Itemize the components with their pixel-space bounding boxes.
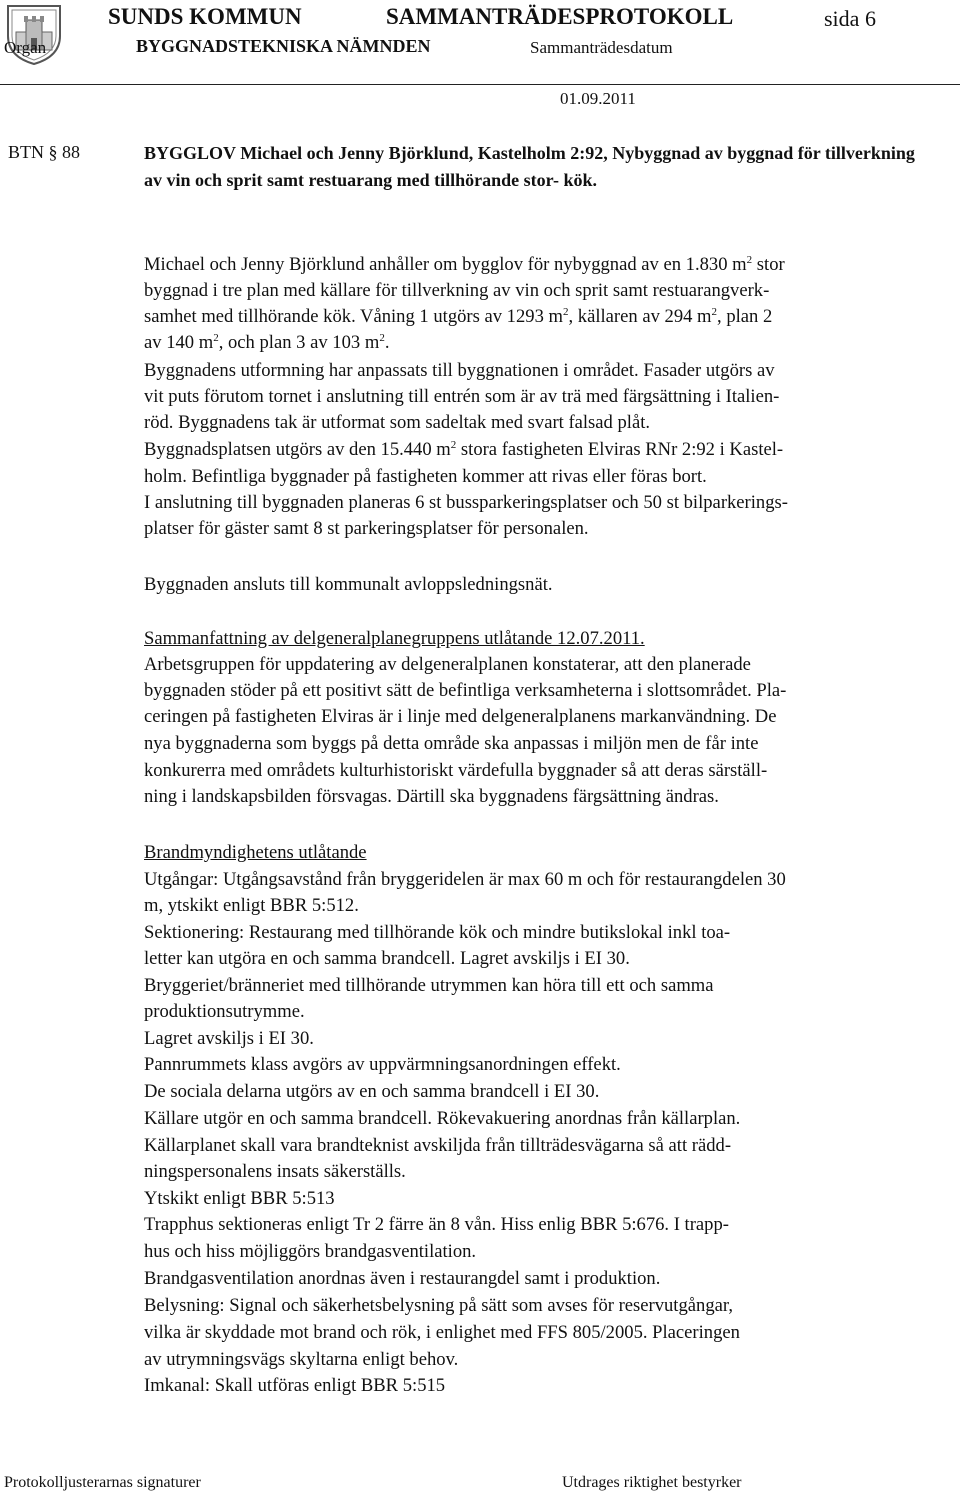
fire-line-9: De sociala delarna utgörs av en och samma brandcell i EI 30. (144, 1081, 600, 1102)
fire-line-6: produktionsutrymme. (144, 1001, 305, 1022)
meeting-date: 01.09.2011 (560, 89, 636, 108)
footer-signatures: Protokolljusterarnas signaturer (4, 1474, 201, 1491)
summary-line-4: nya byggnaderna som byggs på detta område ska anpassas i miljön men de får inte (144, 733, 759, 754)
fire-line-19: av utrymningsvägs skyltarna enligt behov. (144, 1349, 459, 1370)
fire-line-8: Pannrummets klass avgörs av uppvärmningsanordningen effekt. (144, 1054, 621, 1075)
p1-line-2: byggnad i tre plan med källare för tillverkning av vin och sprit samt restuarangverk- (144, 280, 770, 301)
fire-line-4: letter kan utgöra en och samma brandcell. Lagret avskiljs i EI 30. (144, 948, 630, 969)
organ-name: BYGGNADSTEKNISKA NÄMNDEN (136, 36, 431, 56)
municipality-name: SUNDS KOMMUN (108, 4, 302, 29)
fire-line-3: Sektionering: Restaurang med tillhörande kök och mindre butikslokal inkl toa- (144, 922, 731, 943)
summary-line-1: Arbetsgruppen för uppdatering av delgeneralplanen konstaterar, att den planerade (144, 654, 751, 675)
fire-line-1: Utgångar: Utgångsavstånd från bryggeridelen är max 60 m och för restaurangdelen 30 (144, 869, 786, 890)
meeting-date-label: Sammanträdesdatum (530, 38, 673, 57)
fire-line-16: Brandgasventilation anordnas även i restaurangdel samt i produktion. (144, 1268, 661, 1289)
fire-line-15: hus och hiss möjliggörs brandgasventilation. (144, 1241, 477, 1262)
fire-line-5: Bryggeriet/bränneriet med tillhörande utrymmen kan höra till ett och samma (144, 975, 714, 996)
p1-line-7: röd. Byggnadens tak är utformat som sadeltak med svart falsad plåt. (144, 412, 651, 433)
page-number: sida 6 (824, 6, 876, 31)
fire-line-10: Källare utgör en och samma brandcell. Rökevakuering anordnas från källarplan. (144, 1108, 741, 1129)
fire-line-13: Ytskikt enligt BBR 5:513 (144, 1188, 335, 1209)
p1-line-10: I anslutning till byggnaden planeras 6 st bussparkeringsplatser och 50 st bilparkerings- (144, 492, 788, 513)
fire-line-17: Belysning: Signal och säkerhetsbelysning på sätt som avses för reservutgångar, (144, 1295, 733, 1316)
fire-line-11: Källarplanet skall vara brandteknist avskiljda från tillträdesvägarna så att rädd- (144, 1135, 732, 1156)
footer-certification: Utdrages riktighet bestyrker (562, 1474, 742, 1491)
fire-line-2: m, ytskikt enligt BBR 5:512. (144, 895, 359, 916)
fire-line-12: ningspersonalens insats säkerställs. (144, 1161, 406, 1182)
fire-line-7: Lagret avskiljs i EI 30. (144, 1028, 314, 1049)
summary-line-6: ning i landskapsbilden försvagas. Därtill ska byggnadens färgsättning ändras. (144, 786, 719, 807)
p1-line-3: samhet med tillhörande kök. Våning 1 utgörs av 1293 $m^2$, källaren av 294 $m^2$, plan 2 (144, 306, 773, 327)
section-number: BTN § 88 (8, 142, 80, 162)
fire-line-18: vilka är skyddade mot brand och rök, i enlighet med FFS 805/2005. Placeringen (144, 1322, 740, 1343)
summary-line-5: konkurerra med områdets kulturhistoriskt värdefulla byggnader så att deras särställ- (144, 760, 768, 781)
document-type: SAMMANTRÄDESPROTOKOLL (386, 4, 734, 29)
summary-line-3: ceringen på fastigheten Elviras är i linje med delgeneralplanens markanvändning. De (144, 706, 777, 727)
fire-line-14: Trapphus sektioneras enligt Tr 2 färre än 8 vån. Hiss enlig BBR 5:676. I trapp- (144, 1214, 729, 1235)
fire-heading: Brandmyndighetens utlåtande (144, 842, 367, 863)
p1-line-6: vit puts förutom tornet i anslutning till entrén som är av trä med färgsättning i Italien- (144, 386, 780, 407)
p2-sewer-connection: Byggnaden ansluts till kommunalt avloppsledningsnät. (144, 574, 553, 595)
header-divider (0, 84, 960, 85)
fire-line-20: Imkanal: Skall utföras enligt BBR 5:515 (144, 1375, 446, 1396)
p1-line-1: Michael och Jenny Björklund anhåller om bygglov för nybyggnad av en 1.830 $m^2$ stor (144, 254, 785, 275)
summary-line-2: byggnaden stöder på ett positivt sätt de befintliga verksamheterna i slottsområdet. Pla- (144, 680, 787, 701)
p1-line-9: holm. Befintliga byggnader på fastigheten kommer att rivas eller föras bort. (144, 466, 707, 487)
summary-heading: Sammanfattning av delgeneralplanegruppens utlåtande 12.07.2011. (144, 628, 645, 649)
p1-line-5: Byggnadens utformning har anpassats till byggnationen i området. Fasader utgörs av (144, 360, 775, 381)
p1-line-4: av 140 $m^2$, och plan 3 av 103 $m^2$. (144, 332, 390, 353)
organ-label: Organ (4, 38, 47, 57)
p1-line-11: platser för gäster samt 8 st parkeringsplatser för personalen. (144, 518, 589, 539)
section-title: BYGGLOV Michael och Jenny Björklund, Kastelholm 2:92, Nybyggnad av byggnad för tillverkning av vin och sprit samt restuarang med tillhörande stor- kök. (144, 143, 915, 190)
p1-line-8: Byggnadsplatsen utgörs av den 15.440 $m^2$ stora fastigheten Elviras RNr 2:92 i Kastel- (144, 439, 784, 460)
